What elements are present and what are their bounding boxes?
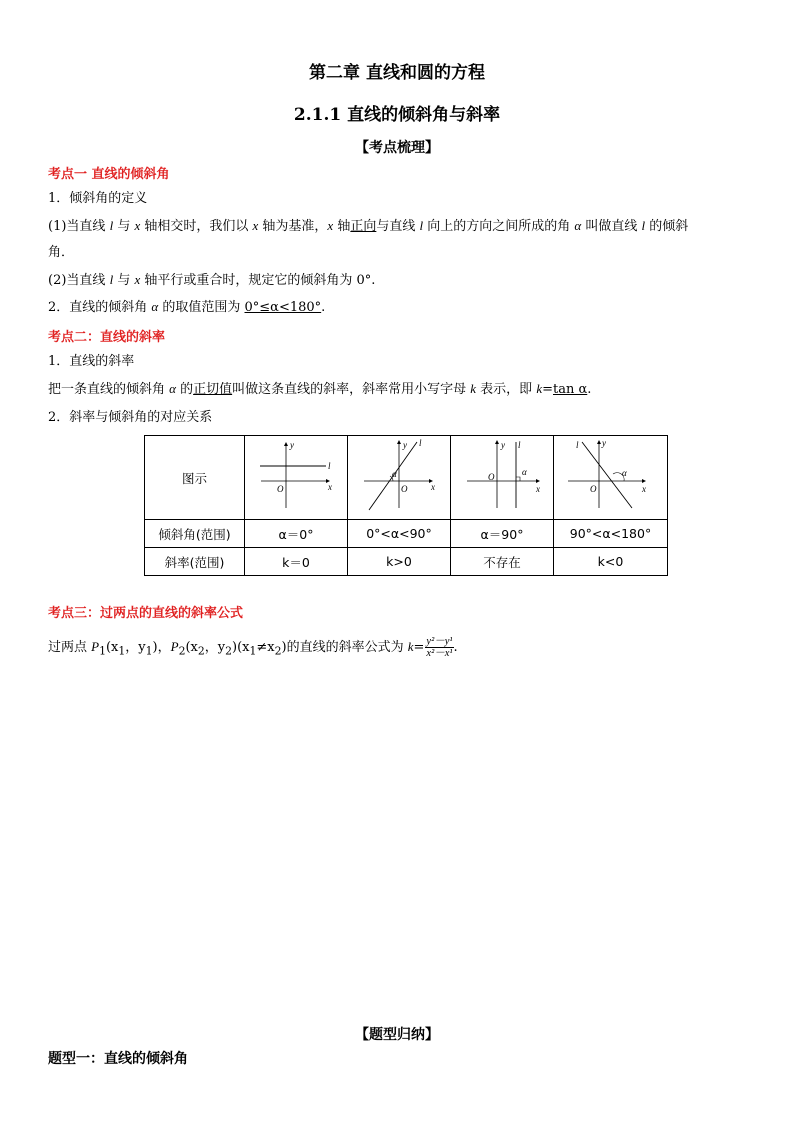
point1-item2: 2．直线的倾斜角 α 的取值范围为 0°≤α<180°.	[48, 299, 326, 315]
point3-heading: 考点三：过两点的直线的斜率公式	[48, 606, 244, 621]
point2-item2: 2．斜率与倾斜角的对应关系	[48, 410, 213, 425]
table-row-slopes	[145, 548, 668, 576]
diagram-positive-slope	[349, 436, 449, 516]
point2-definition: 把一条直线的倾斜角 α 的正切值叫做这条直线的斜率，斜率常用小写字母 k 表示，即 k=tan α.	[48, 381, 592, 397]
row-label-diagram: 图示	[145, 436, 245, 520]
svg-text:y: y	[290, 440, 294, 450]
underline-positive: 正向	[350, 219, 377, 234]
svg-text:l: l	[518, 440, 521, 450]
svg-text:α: α	[392, 469, 397, 479]
type1-heading: 题型一：直线的倾斜角	[48, 1051, 188, 1067]
svg-text:O: O	[589, 484, 596, 494]
diagram-horizontal-line	[246, 436, 346, 516]
row-label-angle: 倾斜角(范围)	[145, 520, 245, 548]
point3-formula-line: 过两点 $P_1(x_1$，$y_1$)，$P_2(x_2$，$y_2)(x_1\ne x_2)$的直线的斜率公式为 k= $\frac{\text{y²－y¹}}{\text{x²－x¹}}$ .	[48, 636, 458, 659]
point2-item1: 1．直线的斜率	[48, 354, 135, 369]
slope-cell: 不存在	[451, 548, 554, 576]
point2-heading: 考点二：直线的斜率	[48, 330, 166, 345]
table-row-diagrams	[145, 436, 668, 520]
angle-cell: 90°<α<180°	[554, 520, 668, 548]
svg-text:O: O	[488, 472, 495, 482]
point1-item1: 1．倾斜角的定义	[48, 191, 148, 206]
table-row-angles	[145, 520, 668, 548]
angle-cell: α＝0°	[245, 520, 348, 548]
svg-text:O: O	[277, 484, 284, 494]
underline-range: 0°≤α<180°	[244, 300, 322, 315]
svg-text:O: O	[401, 484, 408, 494]
slope-cell: k<0	[554, 548, 668, 576]
slope-angle-table	[144, 435, 668, 576]
point1-heading: 考点一 直线的倾斜角	[48, 167, 170, 182]
point1-para1-cont: 角．	[48, 245, 75, 260]
row-label-slope: 斜率(范围)	[145, 548, 245, 576]
svg-text:l: l	[575, 440, 579, 450]
diagram-negative-slope	[556, 436, 666, 516]
point1-para1: (1)当直线 l 与 x 轴相交时，我们以 x 轴为基准，x 轴正向与直线 l 向上的方向之间所成的角 α 叫做直线 l 的倾斜	[48, 218, 689, 234]
svg-text:y: y	[601, 438, 606, 448]
summary-heading: 【考点梳理】	[355, 140, 439, 156]
slope-cell: k＝0	[245, 548, 348, 576]
angle-cell: α＝90°	[451, 520, 554, 548]
svg-text:l: l	[419, 438, 422, 448]
chapter-title: 第二章 直线和圆的方程	[309, 63, 485, 83]
svg-text:y: y	[501, 440, 505, 450]
diagram-cell-right	[451, 436, 554, 520]
underline-tan-formula: tan α	[553, 382, 588, 397]
diagram-cell-obtuse	[554, 436, 668, 520]
diagram-cell-zero	[245, 436, 348, 520]
svg-text:α: α	[522, 467, 527, 477]
svg-text:x: x	[328, 482, 332, 492]
point1-para2: (2)当直线 l 与 x 轴平行或重合时，规定它的倾斜角为 0°.	[48, 272, 376, 288]
svg-text:x: x	[536, 484, 540, 494]
svg-text:l: l	[328, 461, 331, 471]
diagram-cell-acute	[348, 436, 451, 520]
diagram-vertical-line	[452, 436, 552, 516]
underline-tangent: 正切值	[193, 382, 233, 397]
types-heading: 【题型归纳】	[355, 1027, 439, 1043]
svg-text:y: y	[403, 440, 407, 450]
svg-text:x: x	[641, 484, 646, 494]
svg-text:α: α	[621, 468, 627, 478]
slope-fraction: $\frac{\text{y²－y¹}}{\text{x²－x¹}}$	[426, 636, 453, 659]
section-title: 2.1.1 直线的倾斜角与斜率	[293, 105, 501, 125]
angle-cell: 0°<α<90°	[348, 520, 451, 548]
svg-text:x: x	[431, 482, 435, 492]
slope-cell: k>0	[348, 548, 451, 576]
